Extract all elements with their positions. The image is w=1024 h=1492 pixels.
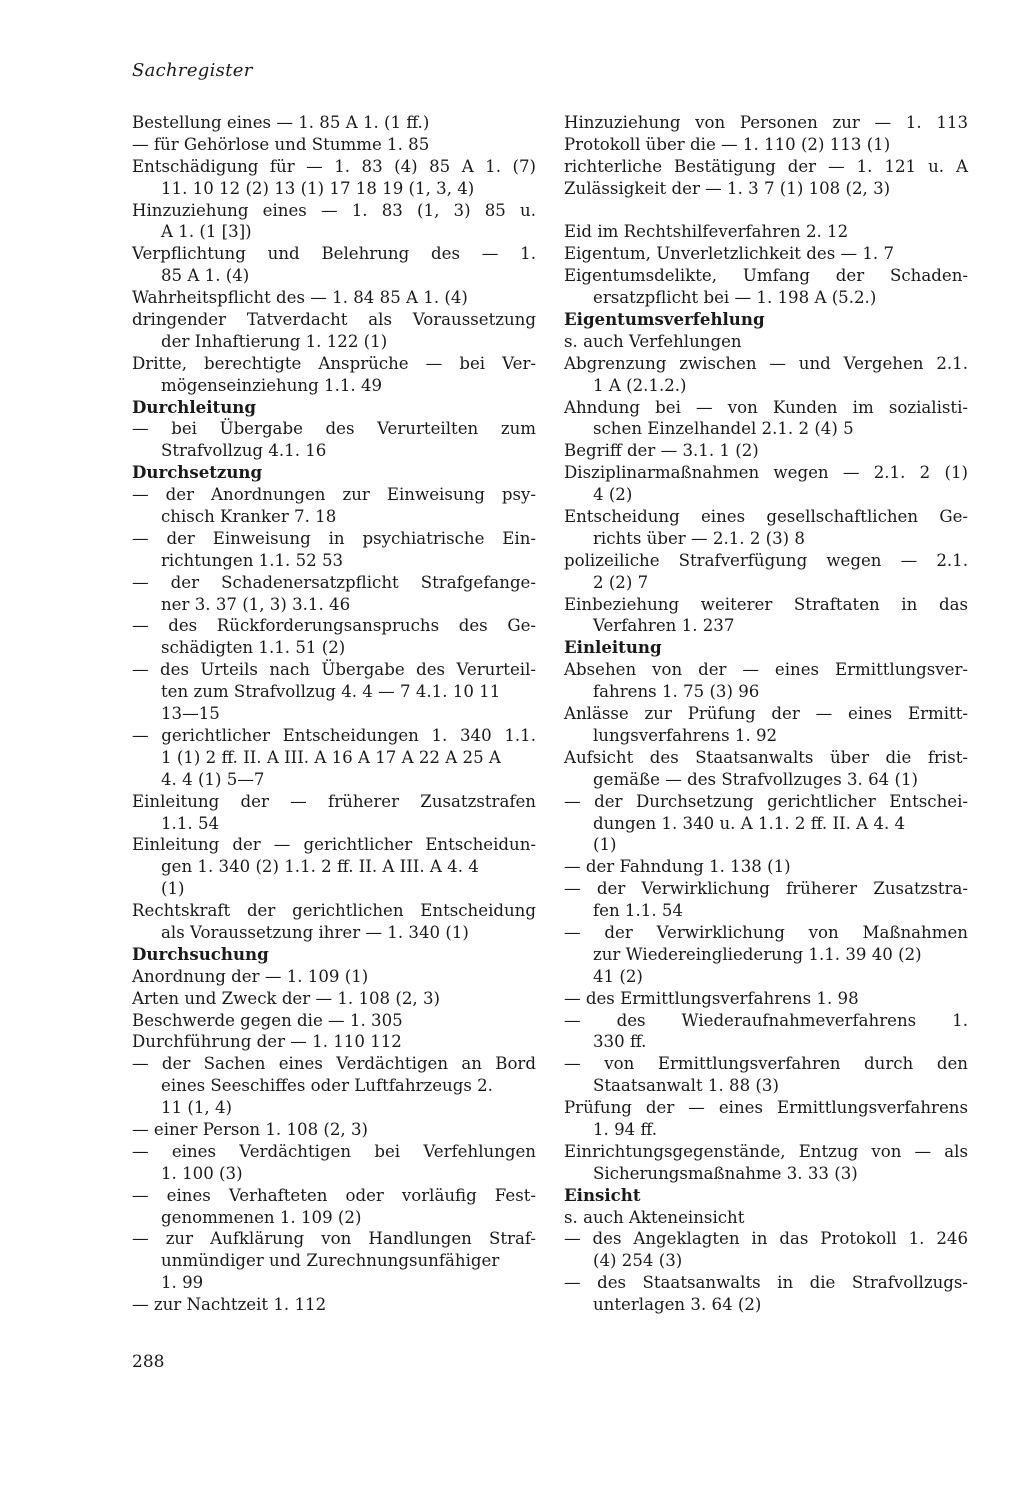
index-line: lungsverfahrens 1. 92 — [593, 725, 778, 745]
index-line: dungen 1. 340 u. A 1.1. 2 ff. II. A 4. 4 — [593, 813, 906, 833]
index-line: 2 (2) 7 — [593, 572, 649, 592]
index-line: — des Ermittlungsverfahrens 1. 98 — [564, 988, 859, 1008]
index-line: 41 (2) — [593, 966, 643, 986]
index-line: (4) 254 (3) — [593, 1251, 683, 1271]
index-line: fahrens 1. 75 (3) 96 — [593, 682, 760, 702]
index-line: Ahndung bei — von Kunden im sozialisti- — [564, 397, 968, 417]
running-header: Sachregister — [132, 60, 253, 81]
index-line: Einbeziehung weiterer Straftaten in das — [564, 594, 968, 614]
index-line: Anlässe zur Prüfung der — eines Ermitt- — [564, 704, 968, 724]
index-line: — der Durchsetzung gerichtlicher Entschei- — [564, 791, 968, 811]
index-line: schädigten 1.1. 51 (2) — [161, 638, 346, 658]
index-line: gen 1. 340 (2) 1.1. 2 ff. II. A III. A 4. 4 — [161, 857, 479, 877]
index-line: Sicherungsmaßnahme 3. 33 (3) — [593, 1163, 858, 1183]
index-line: 1. 94 ff. — [593, 1119, 657, 1139]
index-line: — einer Person 1. 108 (2, 3) — [132, 1119, 369, 1139]
index-line: Zulässigkeit der — 1. 3 7 (1) 108 (2, 3) — [564, 178, 891, 198]
index-line: — gerichtlicher Entscheidungen 1. 340 1.1. — [132, 725, 536, 745]
index-line: (1) — [593, 835, 617, 855]
index-line: 1. 100 (3) — [161, 1163, 243, 1183]
index-line: Arten und Zweck der — 1. 108 (2, 3) — [132, 988, 440, 1008]
index-line: 330 ff. — [593, 1032, 647, 1052]
index-line: s. auch Verfehlungen — [564, 331, 742, 351]
index-line: — eines Verhafteten oder vorläufig Fest- — [132, 1185, 536, 1205]
index-line: richts über — 2.1. 2 (3) 8 — [593, 528, 805, 548]
index-line: ner 3. 37 (1, 3) 3.1. 46 — [161, 594, 351, 614]
index-line: — der Anordnungen zur Einweisung psy- — [132, 485, 536, 505]
index-line: Durchsuchung — [132, 943, 269, 964]
index-line: — des Angeklagten in das Protokoll 1. 246 — [564, 1229, 968, 1249]
index-line: A 1. (1 [3]) — [161, 222, 252, 242]
index-line: Anordnung der — 1. 109 (1) — [132, 966, 369, 986]
index-line: Begriff der — 3.1. 1 (2) — [564, 441, 759, 461]
index-line: — des Wiederaufnahmeverfahrens 1. — [564, 1010, 968, 1030]
index-line: — des Rückforderungsanspruchs des Ge- — [132, 616, 536, 636]
index-line: Aufsicht des Staatsanwalts über die frist- — [564, 747, 968, 767]
index-line: eines Seeschiffes oder Luftfahrzeugs 2. — [161, 1076, 493, 1096]
index-line: als Voraussetzung ihrer — 1. 340 (1) — [161, 922, 469, 942]
index-line: — des Urteils nach Übergabe des Verurteil- — [132, 660, 536, 680]
index-line: Durchleitung — [132, 396, 256, 417]
index-line: Rechtskraft der gerichtlichen Entscheidung — [132, 901, 536, 921]
index-line: unterlagen 3. 64 (2) — [593, 1295, 762, 1315]
index-line: Eigentumsverfehlung — [564, 309, 765, 330]
index-line: Beschwerde gegen die — 1. 305 — [132, 1010, 403, 1030]
index-line: Bestellung eines — 1. 85 A 1. (1 ff.) — [132, 113, 430, 132]
index-line: ten zum Strafvollzug 4. 4 — 7 4.1. 10 11 — [161, 682, 501, 702]
index-line: unmündiger und Zurechnungsunfähiger — [161, 1251, 500, 1271]
index-line: richtungen 1.1. 52 53 — [161, 550, 344, 570]
index-line: Entscheidung eines gesellschaftlichen Ge- — [564, 507, 968, 527]
index-line: Durchführung der — 1. 110 112 — [132, 1032, 402, 1052]
index-line: — der Fahndung 1. 138 (1) — [564, 857, 791, 877]
index-line: Verfahren 1. 237 — [593, 616, 735, 636]
index-line: Dritte, berechtigte Ansprüche — bei Ver- — [132, 353, 536, 373]
index-line: Staatsanwalt 1. 88 (3) — [593, 1076, 779, 1096]
index-line: dringender Tatverdacht als Voraussetzung — [132, 310, 536, 330]
index-line: — zur Nachtzeit 1. 112 — [132, 1295, 327, 1315]
index-line: der Inhaftierung 1. 122 (1) — [161, 331, 388, 351]
index-line: — der Verwirklichung von Maßnahmen — [564, 922, 968, 942]
index-line: polizeiliche Strafverfügung wegen — 2.1. — [564, 550, 968, 570]
index-line: Verpflichtung und Belehrung des — 1. — [132, 244, 536, 264]
index-line: Einleitung der — gerichtlicher Entscheidun- — [132, 835, 536, 855]
index-line: genommenen 1. 109 (2) — [161, 1207, 362, 1227]
index-line: 1.1. 54 — [161, 813, 220, 833]
index-line: Einrichtungsgegenstände, Entzug von — als — [564, 1141, 968, 1161]
index-line: Prüfung der — eines Ermittlungsverfahrens — [564, 1098, 968, 1118]
index-line: — der Einweisung in psychiatrische Ein- — [132, 528, 536, 548]
index-line: — der Sachen eines Verdächtigen an Bord — [132, 1054, 536, 1074]
index-line: Disziplinarmaßnahmen wegen — 2.1. 2 (1) — [564, 463, 968, 483]
index-line: ersatzpflicht bei — 1. 198 A (5.2.) — [593, 288, 877, 308]
index-line: 13—15 — [161, 704, 220, 724]
index-line: Hinzuziehung von Personen zur — 1. 113 — [564, 113, 968, 132]
index-column-left — [132, 112, 536, 1316]
index-line — [564, 200, 968, 222]
index-line: Einleitung der — früherer Zusatzstrafen — [132, 791, 536, 811]
index-line: chisch Kranker 7. 18 — [161, 507, 337, 527]
index-line: — von Ermittlungsverfahren durch den — [564, 1054, 968, 1074]
index-line: Entschädigung für — 1. 83 (4) 85 A 1. (7) — [132, 156, 536, 176]
index-line: Eigentum, Unverletzlichkeit des — 1. 7 — [564, 244, 895, 264]
index-line: Durchsetzung — [132, 462, 263, 483]
index-line: Absehen von der — eines Ermittlungsver- — [564, 660, 968, 680]
index-line: 1. 99 — [161, 1273, 204, 1293]
index-line: — der Schadenersatzpflicht Strafgefange- — [132, 572, 536, 592]
index-line: — bei Übergabe des Verurteilten zum — [132, 419, 536, 439]
index-line: — eines Verdächtigen bei Verfehlungen — [132, 1141, 536, 1161]
index-line: Abgrenzung zwischen — und Vergehen 2.1. — [564, 353, 968, 373]
index-line: Eid im Rechtshilfeverfahren 2. 12 — [564, 222, 849, 242]
index-line: Strafvollzug 4.1. 16 — [161, 441, 327, 461]
index-line: — für Gehörlose und Stumme 1. 85 — [132, 134, 430, 154]
index-column-right — [564, 112, 968, 1316]
index-line: Wahrheitspflicht des — 1. 84 85 A 1. (4) — [132, 288, 468, 308]
index-line: 1 (1) 2 ff. II. A III. A 16 A 17 A 22 A 25 A — [161, 747, 501, 767]
index-line: Hinzuziehung eines — 1. 83 (1, 3) 85 u. — [132, 200, 536, 220]
index-line: 4. 4 (1) 5—7 — [161, 769, 265, 789]
index-line: Protokoll über die — 1. 110 (2) 113 (1) — [564, 134, 891, 154]
index-line: — des Staatsanwalts in die Strafvollzugs- — [564, 1273, 968, 1293]
index-line: fen 1.1. 54 — [593, 901, 683, 921]
index-line: — zur Aufklärung von Handlungen Straf- — [132, 1229, 536, 1249]
index-line: mögenseinziehung 1.1. 49 — [161, 375, 383, 395]
index-line: Einsicht — [564, 1184, 641, 1205]
index-line: schen Einzelhandel 2.1. 2 (4) 5 — [593, 419, 854, 439]
index-line: 4 (2) — [593, 485, 633, 505]
page-number: 288 — [132, 1352, 165, 1372]
index-line: 85 A 1. (4) — [161, 266, 250, 286]
index-line: — der Verwirklichung früherer Zusatzstra- — [564, 879, 968, 899]
index-line: Einleitung — [564, 637, 662, 658]
index-line: gemäße — des Strafvollzuges 3. 64 (1) — [593, 769, 918, 789]
index-line: s. auch Akteneinsicht — [564, 1207, 745, 1227]
index-line: 1 A (2.1.2.) — [593, 375, 687, 395]
index-line: Eigentumsdelikte, Umfang der Schaden- — [564, 266, 968, 286]
index-line: 11 (1, 4) — [161, 1098, 233, 1118]
index-line: richterliche Bestätigung der — 1. 121 u. A — [564, 156, 968, 176]
index-line: zur Wiedereingliederung 1.1. 39 40 (2) — [593, 944, 922, 964]
index-line: 11. 10 12 (2) 13 (1) 17 18 19 (1, 3, 4) — [161, 178, 475, 198]
index-line: (1) — [161, 879, 185, 899]
